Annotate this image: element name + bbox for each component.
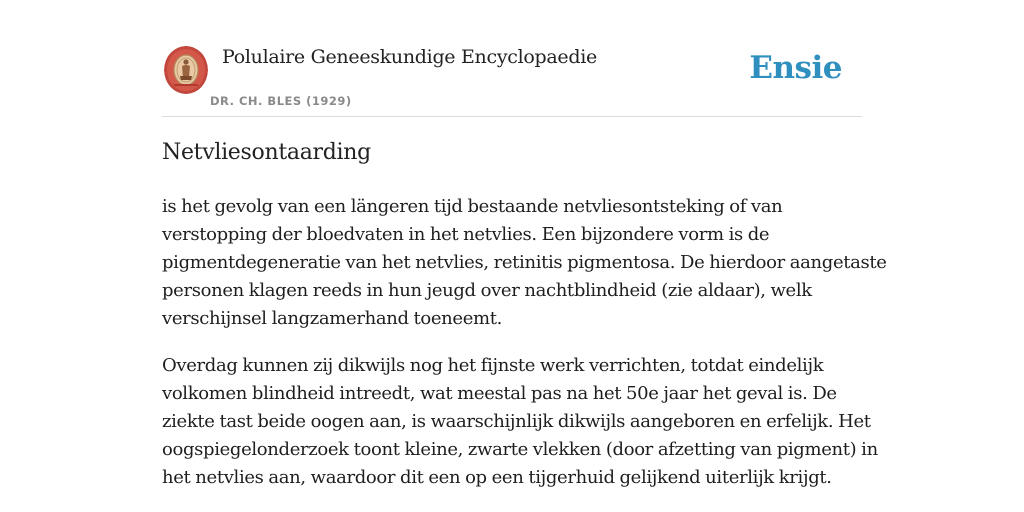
- text-line: oogspiegelonderzoek toont kleine, zwarte vlekken (door afzetting van pigment) in: [162, 439, 878, 460]
- article-headword: Netvliesontaarding: [162, 140, 371, 165]
- book-cover-emblem-icon[interactable]: [164, 46, 208, 94]
- text-line: verstopping der bloedvaten in het netvlies. Een bijzondere vorm is de: [162, 224, 770, 245]
- text-line: verschijnsel langzamerhand toeneemt.: [162, 308, 502, 329]
- article-paragraph: [162, 193, 887, 333]
- text-line: volkomen blindheid intreedt, wat meestal pas na het 50e jaar het geval is. De: [162, 383, 837, 404]
- article-paragraph: [162, 352, 878, 492]
- header: [162, 40, 862, 117]
- publication-title[interactable]: Polulaire Geneeskundige Encyclopaedie: [222, 46, 597, 68]
- brand-logo[interactable]: Ensie: [749, 50, 842, 86]
- text-line: pigmentdegeneratie van het netvlies, retinitis pigmentosa. De hierdoor aangetaste: [162, 252, 887, 273]
- text-line: ziekte tast beide oogen aan, is waarschijnlijk dikwijls aangeboren en erfelijk. Het: [162, 411, 871, 432]
- text-line: het netvlies aan, waardoor dit een op een tijgerhuid gelijkend uiterlijk krijgt.: [162, 467, 832, 488]
- publication-author: DR. CH. BLES (1929): [210, 94, 352, 108]
- text-line: is het gevolg van een längeren tijd bestaande netvliesontsteking of van: [162, 196, 783, 217]
- text-line: personen klagen reeds in hun jeugd over nachtblindheid (zie aldaar), welk: [162, 280, 812, 301]
- article-body: [162, 193, 887, 511]
- text-line: Overdag kunnen zij dikwijls nog het fijnste werk verrichten, totdat eindelijk: [162, 355, 824, 376]
